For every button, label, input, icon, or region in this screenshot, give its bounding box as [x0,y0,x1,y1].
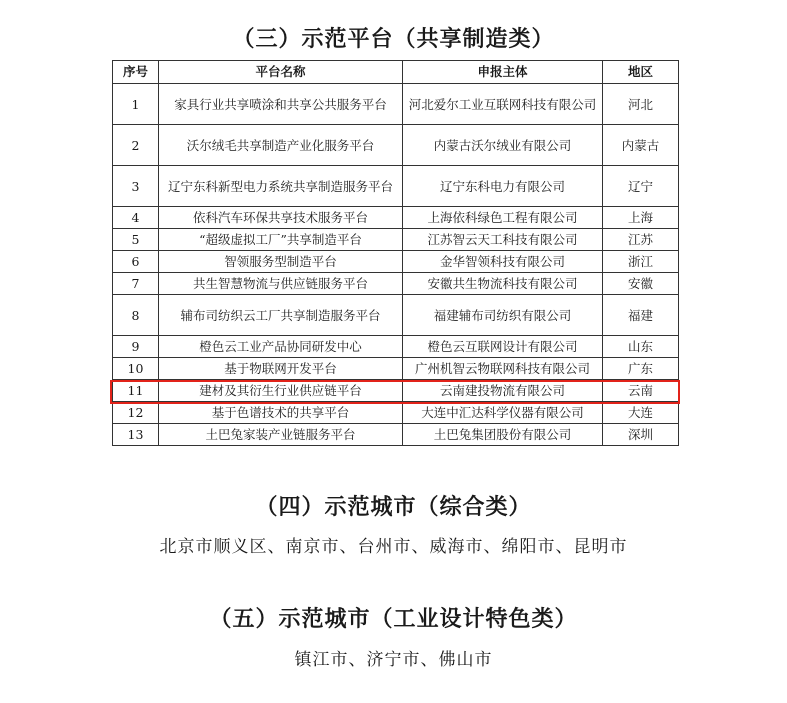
cell-no: 8 [113,295,159,336]
cell-no: 1 [113,84,159,125]
cell-applicant: 土巴兔集团股份有限公司 [403,424,603,446]
cell-platform-name: 家具行业共享喷涂和共享公共服务平台 [159,84,403,125]
table-row [113,358,679,380]
cell-no: 10 [113,358,159,380]
header-region: 地区 [603,61,679,84]
cell-region: 河北 [603,84,679,125]
cell-no: 7 [113,273,159,295]
table-row [113,207,679,229]
cell-region: 安徽 [603,273,679,295]
cell-applicant: 福建辅布司纺织有限公司 [403,295,603,336]
cell-no: 4 [113,207,159,229]
cell-applicant: 云南建投物流有限公司 [403,380,603,402]
cell-region: 山东 [603,336,679,358]
cell-applicant: 广州机智云物联网科技有限公司 [403,358,603,380]
section-5-title: （五）示范城市（工业设计特色类） [209,607,578,632]
cell-no: 2 [113,125,159,166]
cell-applicant: 大连中汇达科学仪器有限公司 [403,402,603,424]
cell-platform-name: 基于色谱技术的共享平台 [159,402,403,424]
cell-platform-name: 辽宁东科新型电力系统共享制造服务平台 [159,166,403,207]
cell-platform-name: 辅布司纺织云工厂共享制造服务平台 [159,295,403,336]
cell-applicant: 江苏智云天工科技有限公司 [403,229,603,251]
cell-no: 3 [113,166,159,207]
cell-platform-name: 土巴兔家装产业链服务平台 [159,424,403,446]
cell-applicant: 辽宁东科电力有限公司 [403,166,603,207]
cell-region: 上海 [603,207,679,229]
cell-platform-name: 橙色云工业产品协同研发中心 [159,336,403,358]
section-3-title: （三）示范平台（共享制造类） [232,27,555,52]
cell-region: 大连 [603,402,679,424]
platform-table [112,60,679,446]
cell-platform-name: 共生智慧物流与供应链服务平台 [159,273,403,295]
cell-platform-name: 依科汽车环保共享技术服务平台 [159,207,403,229]
table-row [113,229,679,251]
cell-no: 9 [113,336,159,358]
cell-platform-name: 智领服务型制造平台 [159,251,403,273]
header-name: 平台名称 [159,61,403,84]
table-row [113,295,679,336]
table-row [113,424,679,446]
cell-region: 辽宁 [603,166,679,207]
cell-region: 福建 [603,295,679,336]
cell-region: 内蒙古 [603,125,679,166]
table-row [113,336,679,358]
cell-applicant: 上海依科绿色工程有限公司 [403,207,603,229]
cell-region: 云南 [603,380,679,402]
cell-platform-name: 建材及其衍生行业供应链平台 [159,380,403,402]
cell-platform-name: “超级虚拟工厂”共享制造平台 [159,229,403,251]
table-row [113,251,679,273]
cell-platform-name: 基于物联网开发平台 [159,358,403,380]
cell-region: 浙江 [603,251,679,273]
section-4-title: （四）示范城市（综合类） [255,495,532,520]
cell-applicant: 安徽共生物流科技有限公司 [403,273,603,295]
cell-applicant: 橙色云互联网设计有限公司 [403,336,603,358]
table-row [113,166,679,207]
table-row [113,273,679,295]
cell-no: 5 [113,229,159,251]
header-no: 序号 [113,61,159,84]
table-row [113,125,679,166]
table-header-row [113,61,679,84]
cell-region: 广东 [603,358,679,380]
cell-region: 深圳 [603,424,679,446]
table-row [113,84,679,125]
cell-region: 江苏 [603,229,679,251]
table-row [113,402,679,424]
cell-no: 13 [113,424,159,446]
cell-no: 11 [113,380,159,402]
cell-applicant: 金华智领科技有限公司 [403,251,603,273]
header-org: 申报主体 [403,61,603,84]
cell-applicant: 河北爱尔工业互联网科技有限公司 [403,84,603,125]
cell-no: 6 [113,251,159,273]
cell-applicant: 内蒙古沃尔绒业有限公司 [403,125,603,166]
cell-no: 12 [113,402,159,424]
section-5-city-list: 镇江市、济宁市、佛山市 [294,650,493,670]
section-4-city-list: 北京市顺义区、南京市、台州市、威海市、绵阳市、昆明市 [159,537,628,557]
cell-platform-name: 沃尔绒毛共享制造产业化服务平台 [159,125,403,166]
table-row [113,380,679,402]
